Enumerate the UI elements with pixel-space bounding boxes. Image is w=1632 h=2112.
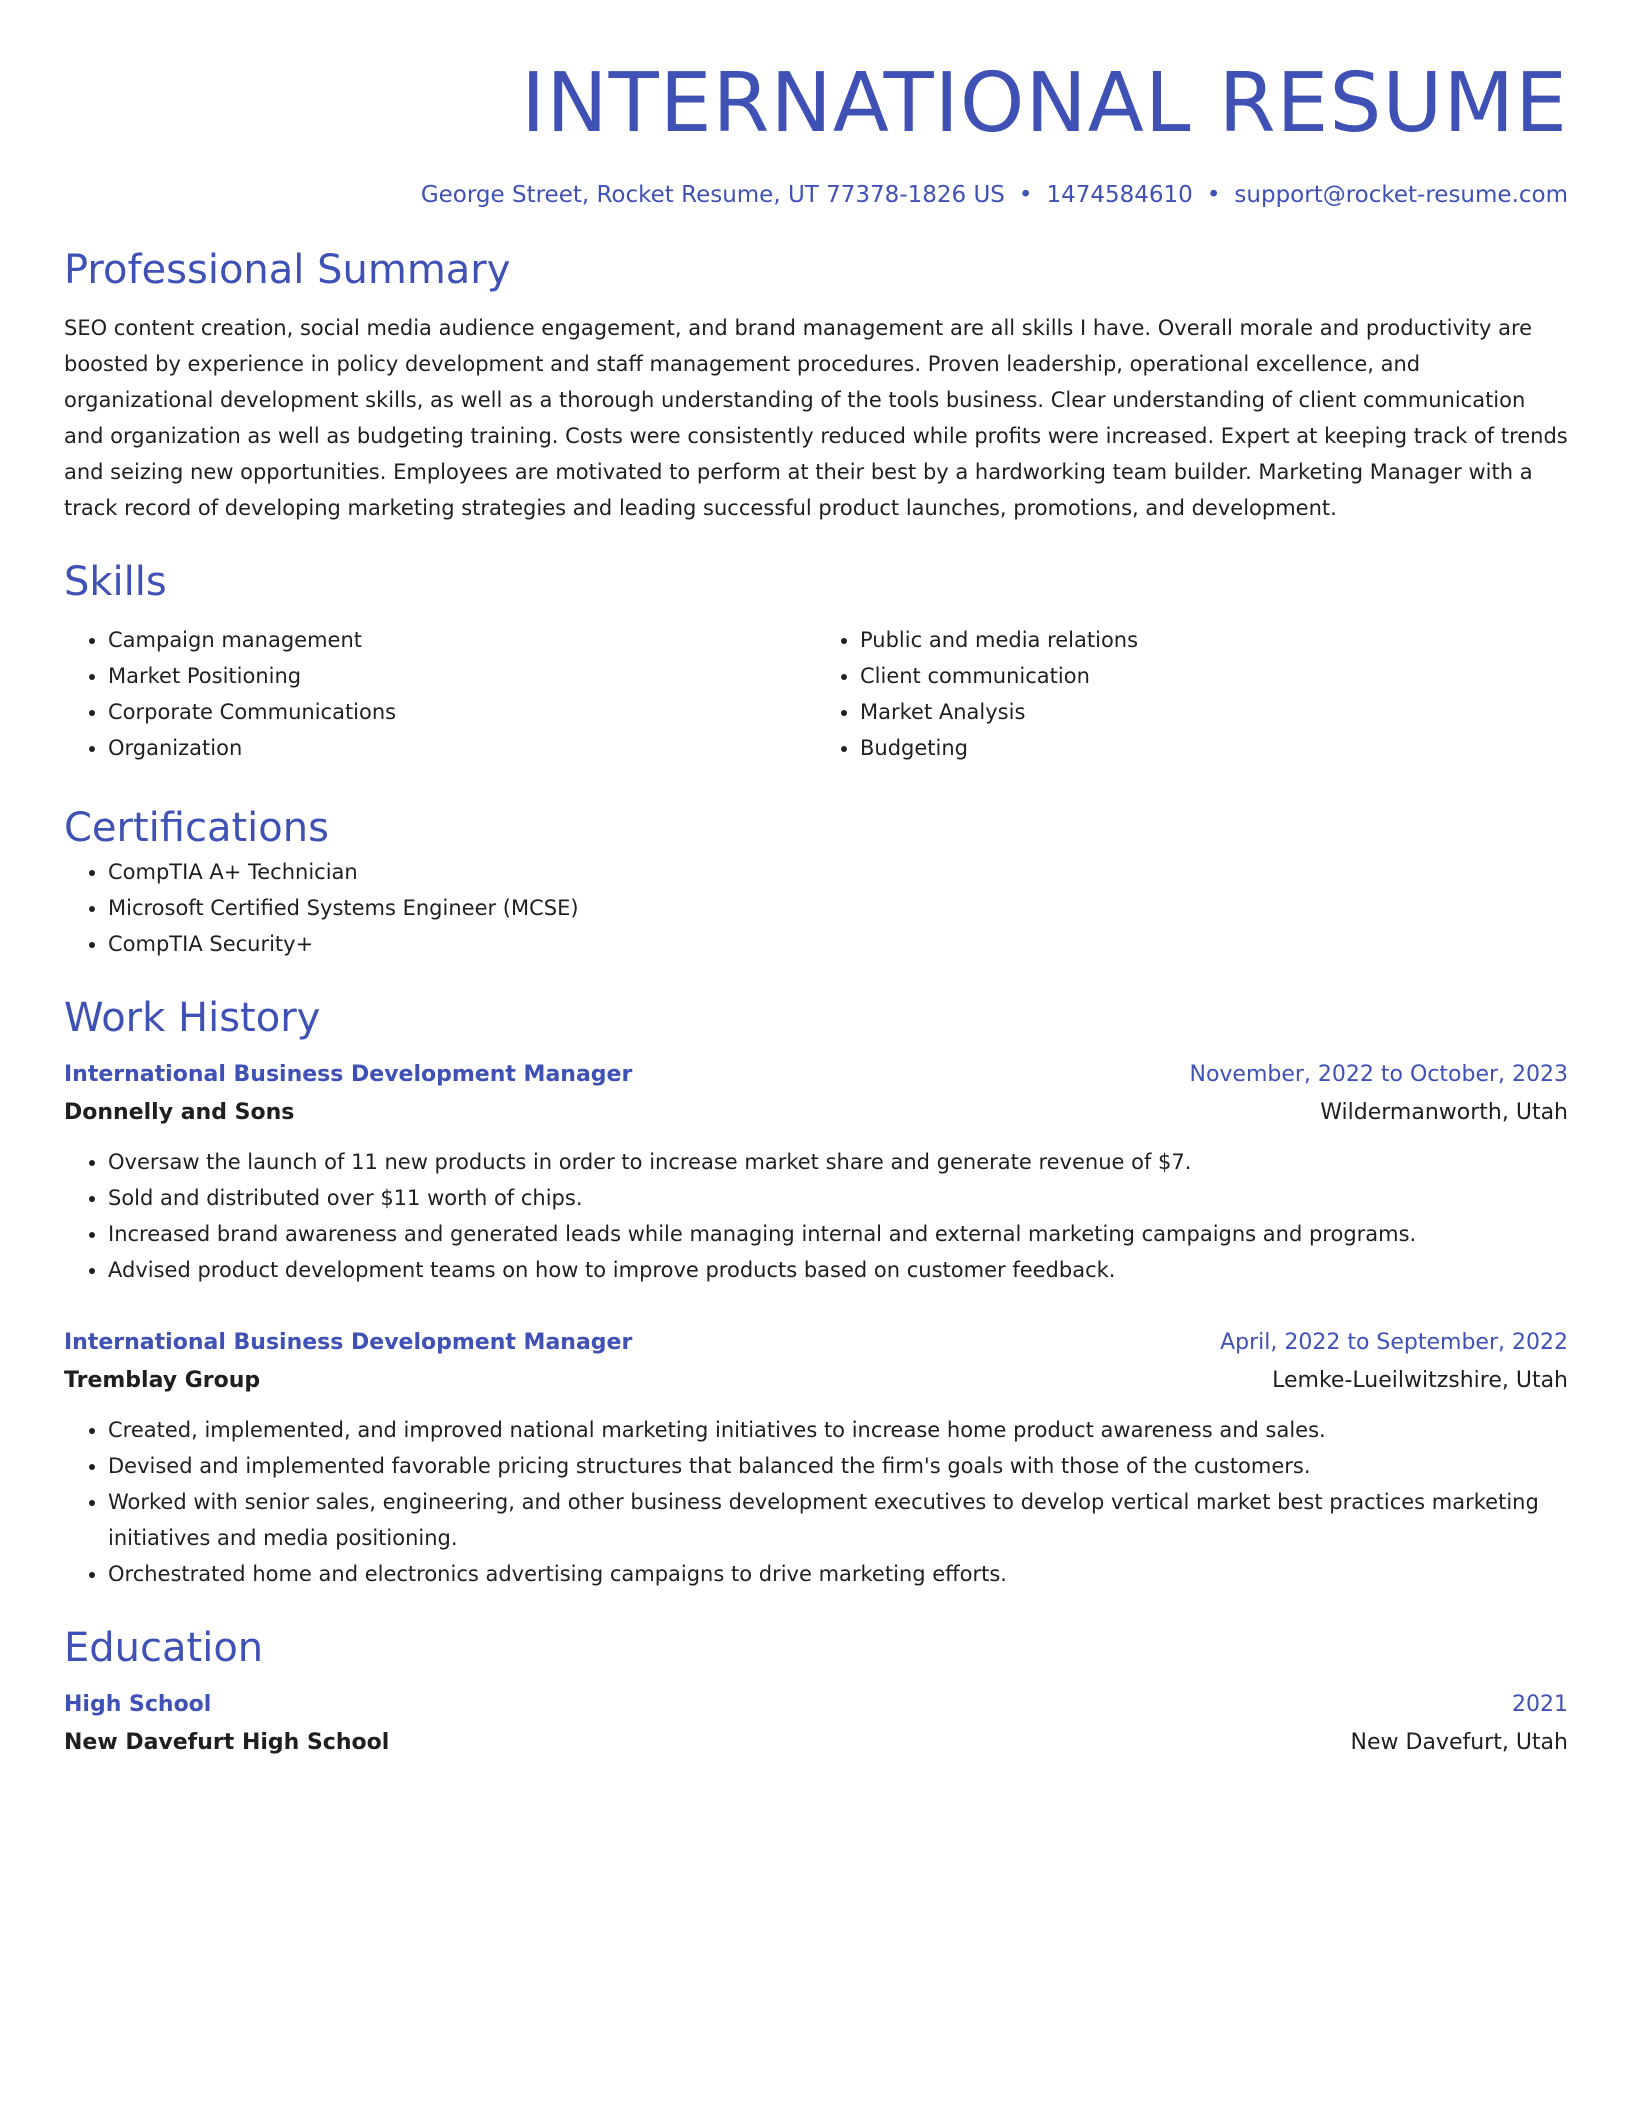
job-bullet: • Advised product development teams on how to improve products based on customer feedback.	[108, 1252, 1568, 1288]
job-entry	[64, 1058, 1568, 1288]
skill-item: • Market Positioning	[108, 658, 816, 694]
job-bullet: • Increased brand awareness and generated leads while managing internal and external marketing campaigns and programs.	[108, 1216, 1568, 1252]
contact-address: George Street, Rocket Resume, UT 77378-1826 US	[420, 182, 1005, 208]
job-company: Donnelly and Sons	[64, 1100, 295, 1125]
skill-item: • Campaign management	[108, 622, 816, 658]
education-year: 2021	[1512, 1692, 1568, 1717]
education-location: New Davefurt, Utah	[1350, 1730, 1568, 1755]
contact-separator: •	[1018, 182, 1033, 208]
job-location: Lemke-Lueilwitzshire, Utah	[1272, 1368, 1568, 1393]
job-bullet: • Oversaw the launch of 11 new products in order to increase market share and generate revenue of $7.	[108, 1144, 1568, 1180]
job-entry	[64, 1326, 1568, 1592]
work-history-heading: Work History	[64, 995, 321, 1041]
certification-item: • CompTIA A+ Technician	[108, 854, 1568, 890]
resume-name: INTERNATIONAL RESUME	[521, 56, 1568, 151]
contact-email: support@rocket-resume.com	[1234, 182, 1568, 208]
contact-phone: 1474584610	[1046, 182, 1193, 208]
education-degree: High School	[64, 1692, 212, 1717]
summary-text: SEO content creation, social media audience engagement, and brand management are all skills I have. Overall morale and productivity are boosted by experience in policy development and staff management procedures. Proven leadership, operational excellence, and organizational development skills, as well as a thorough understanding of the tools business. Clear understanding of client communication and organization as well as budgeting training. Costs were consistently reduced while profits were increased. Expert at keeping track of trends and seizing new opportunities. Employees are motivated to perform at their best by a hardworking team builder. Marketing Manager with a track record of developing marketing strategies and leading successful product launches, promotions, and development.	[64, 316, 1568, 520]
skill-item: • Public and media relations	[860, 622, 1568, 658]
resume-header	[64, 56, 1568, 210]
education-school: New Davefurt High School	[64, 1730, 390, 1755]
certifications-heading: Certifications	[64, 805, 329, 851]
skill-item: • Corporate Communications	[108, 694, 816, 730]
job-bullet: • Created, implemented, and improved national marketing initiatives to increase home product awareness and sales.	[108, 1412, 1568, 1448]
job-bullet: • Orchestrated home and electronics advertising campaigns to drive marketing efforts.	[108, 1556, 1568, 1592]
job-title: International Business Development Manager	[64, 1062, 633, 1087]
skill-item: • Organization	[108, 730, 816, 766]
job-title: International Business Development Manager	[64, 1330, 633, 1355]
education-header-row	[64, 1688, 1568, 1722]
job-dates: November, 2022 to October, 2023	[1189, 1062, 1568, 1087]
education-entry	[64, 1688, 1568, 1760]
skills-list-left	[64, 622, 816, 766]
skills-grid	[64, 622, 1568, 766]
job-header-row	[64, 1058, 1568, 1092]
job-dates: April, 2022 to September, 2022	[1220, 1330, 1568, 1355]
job-bullets	[64, 1412, 1568, 1592]
certification-item: • CompTIA Security+	[108, 926, 1568, 962]
skill-item: • Budgeting	[860, 730, 1568, 766]
job-bullet: • Sold and distributed over $11 worth of chips.	[108, 1180, 1568, 1216]
job-company: Tremblay Group	[64, 1368, 261, 1393]
certification-item: • Microsoft Certified Systems Engineer (MCSE)	[108, 890, 1568, 926]
skills-heading: Skills	[64, 559, 167, 605]
skill-item: • Market Analysis	[860, 694, 1568, 730]
job-company-row	[64, 1092, 1568, 1130]
contact-separator: •	[1206, 182, 1221, 208]
job-company-row	[64, 1360, 1568, 1398]
job-bullet: • Worked with senior sales, engineering, and other business development executives to develop vertical market best practices marketing initiatives and media positioning.	[108, 1484, 1568, 1556]
job-location: Wildermanworth, Utah	[1320, 1100, 1568, 1125]
job-bullet: • Devised and implemented favorable pricing structures that balanced the firm's goals with those of the customers.	[108, 1448, 1568, 1484]
skill-item: • Client communication	[860, 658, 1568, 694]
education-school-row	[64, 1722, 1568, 1760]
job-header-row	[64, 1326, 1568, 1360]
certifications-list	[64, 854, 1568, 962]
summary-heading: Professional Summary	[64, 247, 511, 293]
education-heading: Education	[64, 1625, 264, 1671]
skills-list-right	[816, 622, 1568, 766]
job-bullets	[64, 1144, 1568, 1288]
contact-line	[64, 180, 1568, 210]
